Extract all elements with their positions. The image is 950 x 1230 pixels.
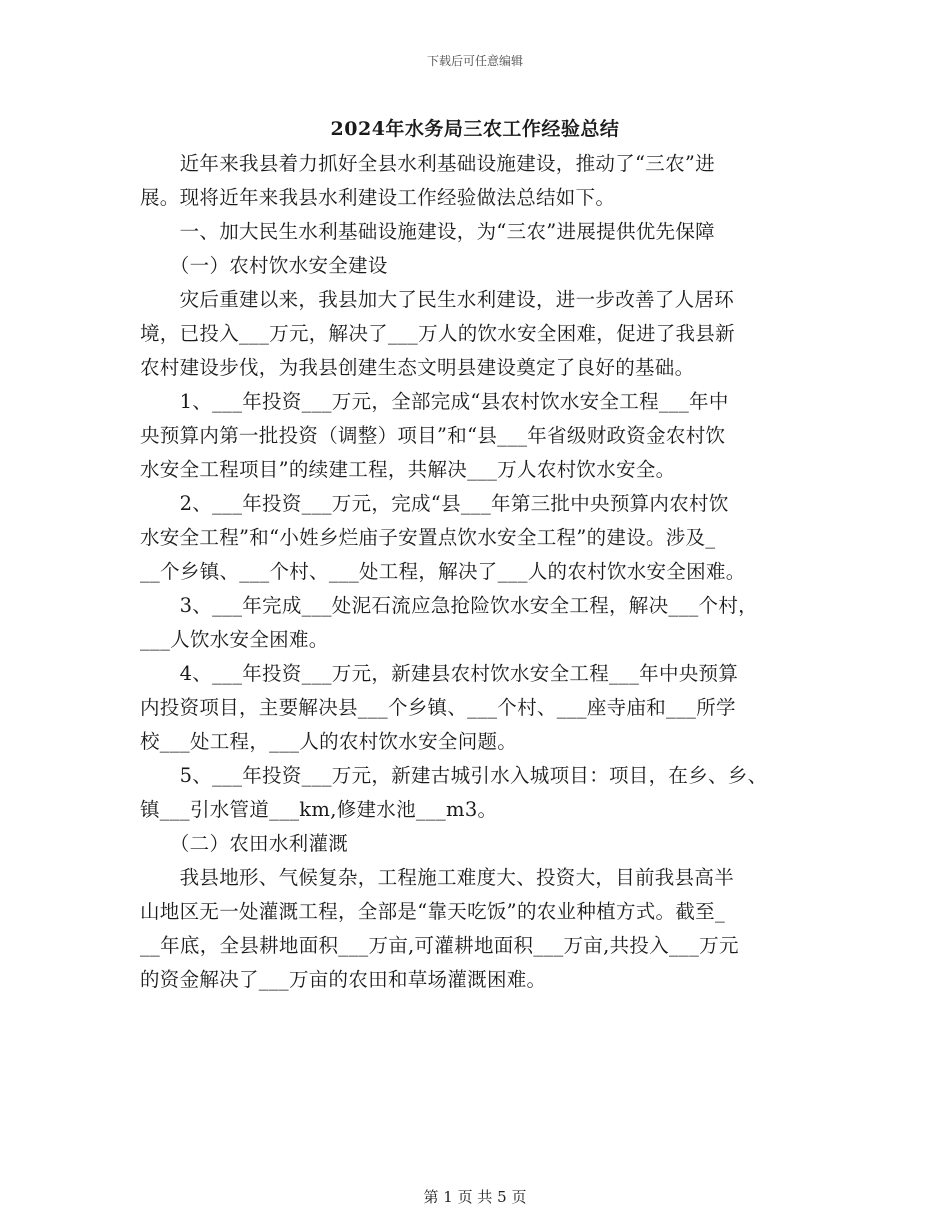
text-line: 2、___年投资___万元，完成“县___年第三批中央预算内农村饮 <box>140 492 729 515</box>
subsection-heading: （二）农田水利灌溉 <box>140 832 349 855</box>
document-title: 2024年水务局三农工作经验总结 <box>330 118 620 140</box>
text-line: 4、___年投资___万元，新建县农村饮水安全工程___年中央预算 <box>140 662 739 685</box>
text-line: 的资金解决了___万亩的农田和草场灌溉困难。 <box>140 968 547 991</box>
subsection-heading: （一）农村饮水安全建设 <box>140 254 388 277</box>
text-line: 近年来我县着力抓好全县水利基础设施建设，推动了“三农”进 <box>140 152 715 175</box>
text-line: ___人饮水安全困难。 <box>140 628 329 651</box>
page-header-note: 下载后可任意编辑 <box>426 54 523 68</box>
text-line: 我县地形、气候复杂，工程施工难度大、投资大，目前我县高半 <box>140 866 735 889</box>
text-line: 水安全工程”和“小姓乡烂庙子安置点饮水安全工程”的建设。涉及_ <box>140 526 716 549</box>
page-number: 第 1 页 共 5 页 <box>423 1188 527 1206</box>
text-line: 镇___引水管道___km,修建水池___m3。 <box>140 798 498 821</box>
text-line: 校___处工程，___人的农村饮水安全问题。 <box>140 730 518 753</box>
text-line: __个乡镇、___个村、___处工程，解决了___人的农村饮水安全困难。 <box>140 560 746 583</box>
text-line: 展。现将近年来我县水利建设工作经验做法总结如下。 <box>140 186 616 209</box>
text-line: 水安全工程项目”的续建工程，共解决___万人农村饮水安全。 <box>140 458 676 481</box>
text-line: 5、___年投资___万元，新建古城引水入城项目：项目，在乡、乡、 <box>140 764 768 787</box>
text-line: 1、___年投资___万元，全部完成“县农村饮水安全工程___年中 <box>140 390 729 413</box>
text-line: 山地区无一处灌溉工程，全部是“靠天吃饭”的农业种植方式。截至_ <box>140 900 725 923</box>
text-line: 境，已投入___万元，解决了___万人的饮水安全困难，促进了我县新 <box>140 322 735 345</box>
text-line: __年底，全县耕地面积___万亩,可灌耕地面积___万亩,共投入___万元 <box>140 934 739 957</box>
text-line: 农村建设步伐，为我县创建生态文明县建设奠定了良好的基础。 <box>140 356 695 379</box>
section-heading: 一、加大民生水利基础设施建设，为“三农”进展提供优先保障 <box>140 220 715 243</box>
text-line: 内投资项目，主要解决县___个乡镇、___个村、___座寺庙和___所学 <box>140 696 736 719</box>
text-line: 灾后重建以来，我县加大了民生水利建设，进一步改善了人居环 <box>140 288 735 311</box>
text-line: 3、___年完成___处泥石流应急抢险饮水安全工程，解决___个村， <box>140 594 758 617</box>
document-body <box>140 147 830 997</box>
text-line: 央预算内第一批投资（调整）项目”和“县___年省级财政资金农村饮 <box>140 424 726 447</box>
